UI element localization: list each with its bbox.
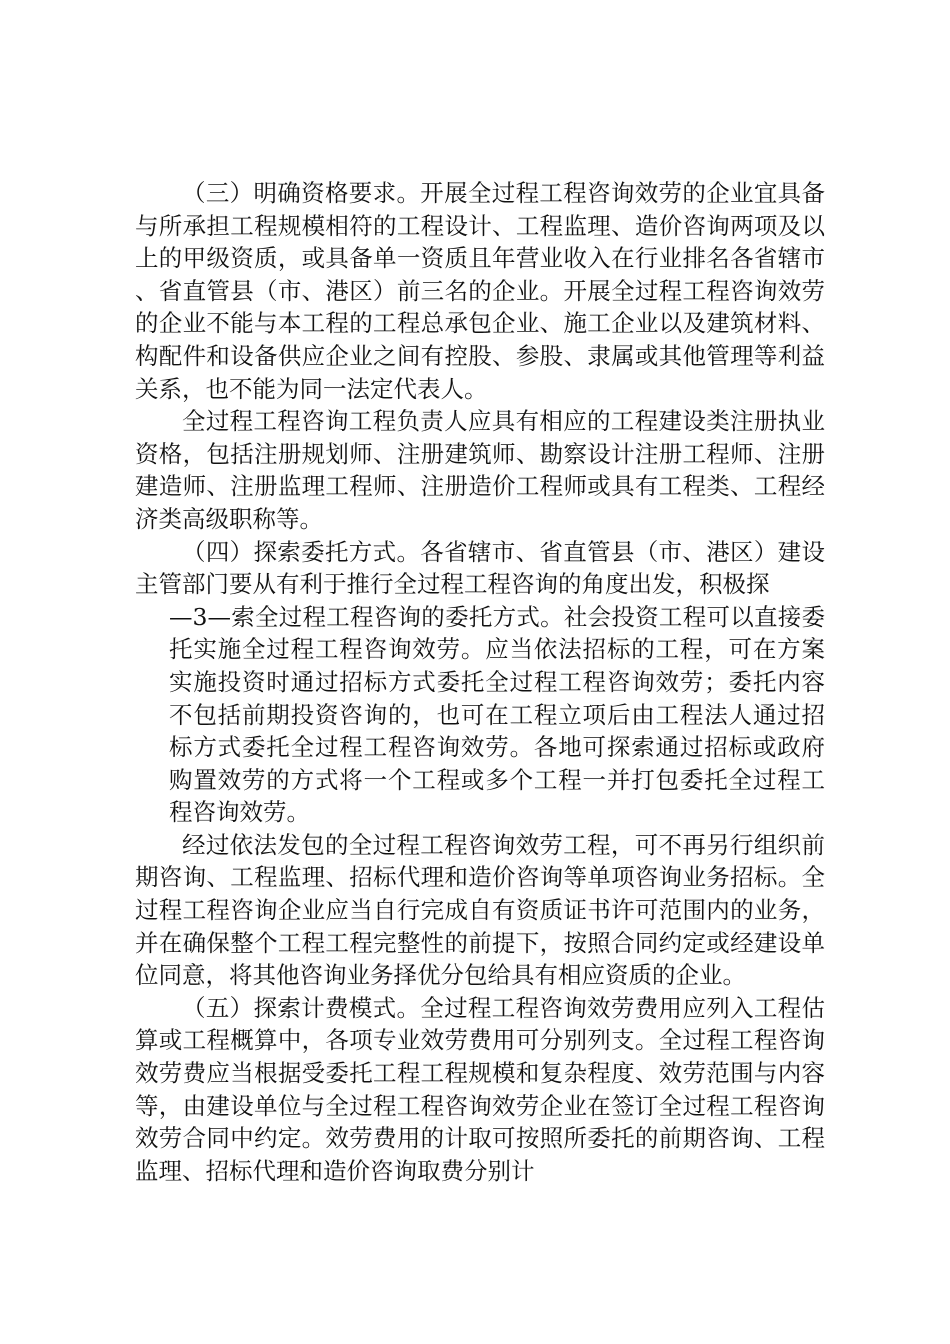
paragraph-qualification-requirements: （三）明确资格要求。开展全过程工程咨询效劳的企业宜具备与所承担工程规模相符的工程设计、工程监理、造价咨询两项及以上的甲级资质，或具备单一资质且年营业收入在行业排名各省辖市、省直管县（市、港区）前三名的企业。开展全过程工程咨询效劳的企业不能与本工程的工程总承包企业、施工企业以及建筑材料、构配件和设备供应企业之间有控股、参股、隶属或其他管理等利益关系，也不能为同一法定代表人。 — [135, 179, 825, 403]
paragraph-subcontracting: 经过依法发包的全过程工程咨询效劳工程，可不再另行组织前期咨询、工程监理、招标代理和造价咨询等单项咨询业务招标。全过程工程咨询企业应当自行完成自有资质证书许可范围内的业务，并在确保整个工程工程完整性的前提下，按照合同约定或经建设单位同意，将其他咨询业务择优分包给具有相应资质的企业。 — [135, 830, 825, 990]
paragraph-entrustment-method: （四）探索委托方式。各省辖市、省直管县（市、港区）建设主管部门要从有利于推行全过程工程咨询的角度出发，积极探 — [135, 537, 825, 599]
paragraph-entrustment-continued: —3—索全过程工程咨询的委托方式。社会投资工程可以直接委托实施全过程工程咨询效劳。应当依法招标的工程，可在方案实施投资时通过招标方式委托全过程工程咨询效劳；委托内容不包括前期投资咨询的，也可在工程立项后由工程法人通过招标方式委托全过程工程咨询效劳。各地可探索通过招标或政府购置效劳的方式将一个工程或多个工程一并打包委托全过程工程咨询效劳。 — [169, 602, 825, 827]
paragraph-project-leader-qualification: 全过程工程咨询工程负责人应具有相应的工程建设类注册执业资格，包括注册规划师、注册建筑师、勘察设计注册工程师、注册建造师、注册监理工程师、注册造价工程师或具有工程类、工程经济类高级职称等。 — [135, 407, 825, 533]
document-page — [135, 177, 825, 1187]
paragraph-fee-model: （五）探索计费模式。全过程工程咨询效劳费用应列入工程估算或工程概算中，各项专业效劳费用可分别列支。全过程工程咨询效劳费应当根据受委托工程工程规模和复杂程度、效劳范围与内容等，由建设单位与全过程工程咨询效劳企业在签订全过程工程咨询效劳合同中约定。效劳费用的计取可按照所委托的前期咨询、工程监理、招标代理和造价咨询取费分别计 — [135, 993, 825, 1185]
